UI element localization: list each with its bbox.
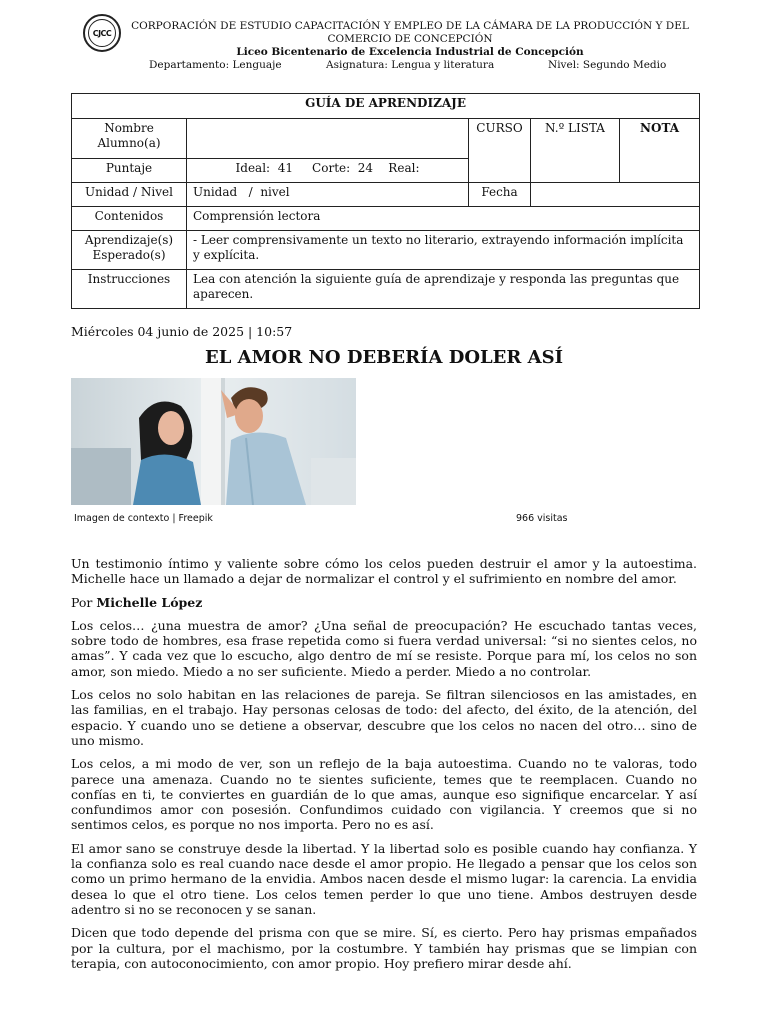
paragraph: Los celos, a mi modo de ver, son un reflejo de la baja autoestima. Cuando no te valoras, todo parece una amenaza. Cuando no te sientes suficiente, temes que te reemplacen. Cuando no confías en ti, te conviertes en guardián de lo que amas, aunque eso signifique encarcelar. Y así confundimos amor con posesión. Confundimos cuidado con vigilancia. Y creemos que si no sentimos celos, es porque no nos importa. Pero no es así. bbox=[71, 756, 697, 833]
paragraph: Dicen que todo depende del prisma con que se mire. Sí, es cierto. Pero hay prismas empañados por la cultura, por el machismo, por la costumbre. Y también hay prismas que se limpian con terapia, con autoconocimiento, con amor propio. Hoy prefiero mirar desde ahí. bbox=[71, 925, 697, 971]
date-label: Fecha bbox=[469, 183, 531, 207]
instructions-value: Lea con atención la siguiente guía de aprendizaje y responda las preguntas que aparecen. bbox=[187, 270, 700, 309]
unit-level-value: Unidad / nivel bbox=[187, 183, 469, 207]
by-label: Por bbox=[71, 594, 93, 610]
unit-level-label: Unidad / Nivel bbox=[72, 183, 187, 207]
subject-label: Asignatura: Lengua y literatura bbox=[326, 59, 495, 71]
image-caption: Imagen de contexto | Freepik bbox=[74, 513, 213, 524]
list-number-label: N.º LISTA bbox=[531, 119, 620, 183]
guide-title: GUÍA DE APRENDIZAJE bbox=[72, 94, 700, 119]
paragraph: Los celos… ¿una muestra de amor? ¿Una señal de preocupación? He escuchado tantas veces, sobre todo de hombres, esa frase repetida como si fuera verdad universal: “si no sientes celos, no amas”. Y cada vez que lo escucho, algo dentro de mí se resiste. Porque para mí, los celos no son amor, son miedo. Miedo a no ser suficiente. Miedo a perder. Miedo a no controlar. bbox=[71, 617, 697, 679]
expected-learning-label: Aprendizaje(s) Esperado(s) bbox=[72, 231, 187, 270]
organization-name: CORPORACIÓN DE ESTUDIO CAPACITACIÓN Y EMPLEO DE LA CÁMARA DE LA PRODUCCIÓN Y DEL COMERCIO DE CONCEPCIÓN bbox=[131, 20, 689, 45]
instructions-label: Instrucciones bbox=[72, 270, 187, 309]
paragraph: Los celos no solo habitan en las relaciones de pareja. Se filtran silenciosos en las amistades, en las familias, en el trabajo. Hay personas celosas de todo: del afecto, del éxito, de la atención, del espacio. Y cuando uno se detiene a observar, descubre que los celos no nacen del otro… sino de uno mismo. bbox=[71, 687, 697, 748]
visits-count: 966 visitas bbox=[516, 513, 568, 524]
student-name-field[interactable] bbox=[187, 119, 469, 159]
school-name: Liceo Bicentenario de Excelencia Industrial de Concepción bbox=[236, 46, 584, 58]
contents-value: Comprensión lectora bbox=[187, 207, 700, 231]
logo-text: CJCC bbox=[88, 19, 116, 47]
student-name-label: Nombre Alumno(a) bbox=[72, 119, 187, 159]
expected-learning-value: - Leer comprensivamente un texto no literario, extrayendo información implícita y explícita. bbox=[187, 231, 700, 270]
score-label: Puntaje bbox=[72, 159, 187, 183]
grade-label: NOTA bbox=[620, 119, 700, 183]
author-name: Michelle López bbox=[96, 594, 203, 610]
score-value: Ideal: 41 Corte: 24 Real: bbox=[187, 159, 469, 183]
article-title: EL AMOR NO DEBERÍA DOLER ASÍ bbox=[205, 347, 563, 368]
article-body bbox=[71, 556, 697, 979]
paragraph: El amor sano se construye desde la libertad. Y la libertad solo es posible cuando hay confianza. Y la confianza solo es real cuando nace desde el amor propio. He llegado a pensar que los celos son como un primo hermano de la envidia. Ambos nacen desde el mismo lugar: la carencia. La envidia desea lo que el otro tiene. Los celos temen perder lo que uno tiene. Ambos destruyen desde adentro si no se reconocen y se sanan. bbox=[71, 840, 697, 917]
article-lead: Un testimonio íntimo y valiente sobre cómo los celos pueden destruir el amor y la autoestima. Michelle hace un llamado a dejar de normalizar el control y el sufrimiento en nombre del amor. bbox=[71, 556, 697, 587]
date-field[interactable] bbox=[531, 183, 700, 207]
level-label: Nivel: Segundo Medio bbox=[548, 59, 667, 71]
article-date: Miércoles 04 junio de 2025 | 10:57 bbox=[71, 324, 293, 339]
department-label: Departamento: Lenguaje bbox=[149, 59, 282, 71]
contents-label: Contenidos bbox=[72, 207, 187, 231]
institution-logo bbox=[83, 14, 121, 52]
learning-guide-table bbox=[71, 93, 700, 309]
author-line bbox=[71, 595, 697, 610]
article-photo bbox=[71, 378, 356, 505]
course-label: CURSO bbox=[469, 119, 531, 183]
couple-photo-image bbox=[71, 378, 356, 505]
